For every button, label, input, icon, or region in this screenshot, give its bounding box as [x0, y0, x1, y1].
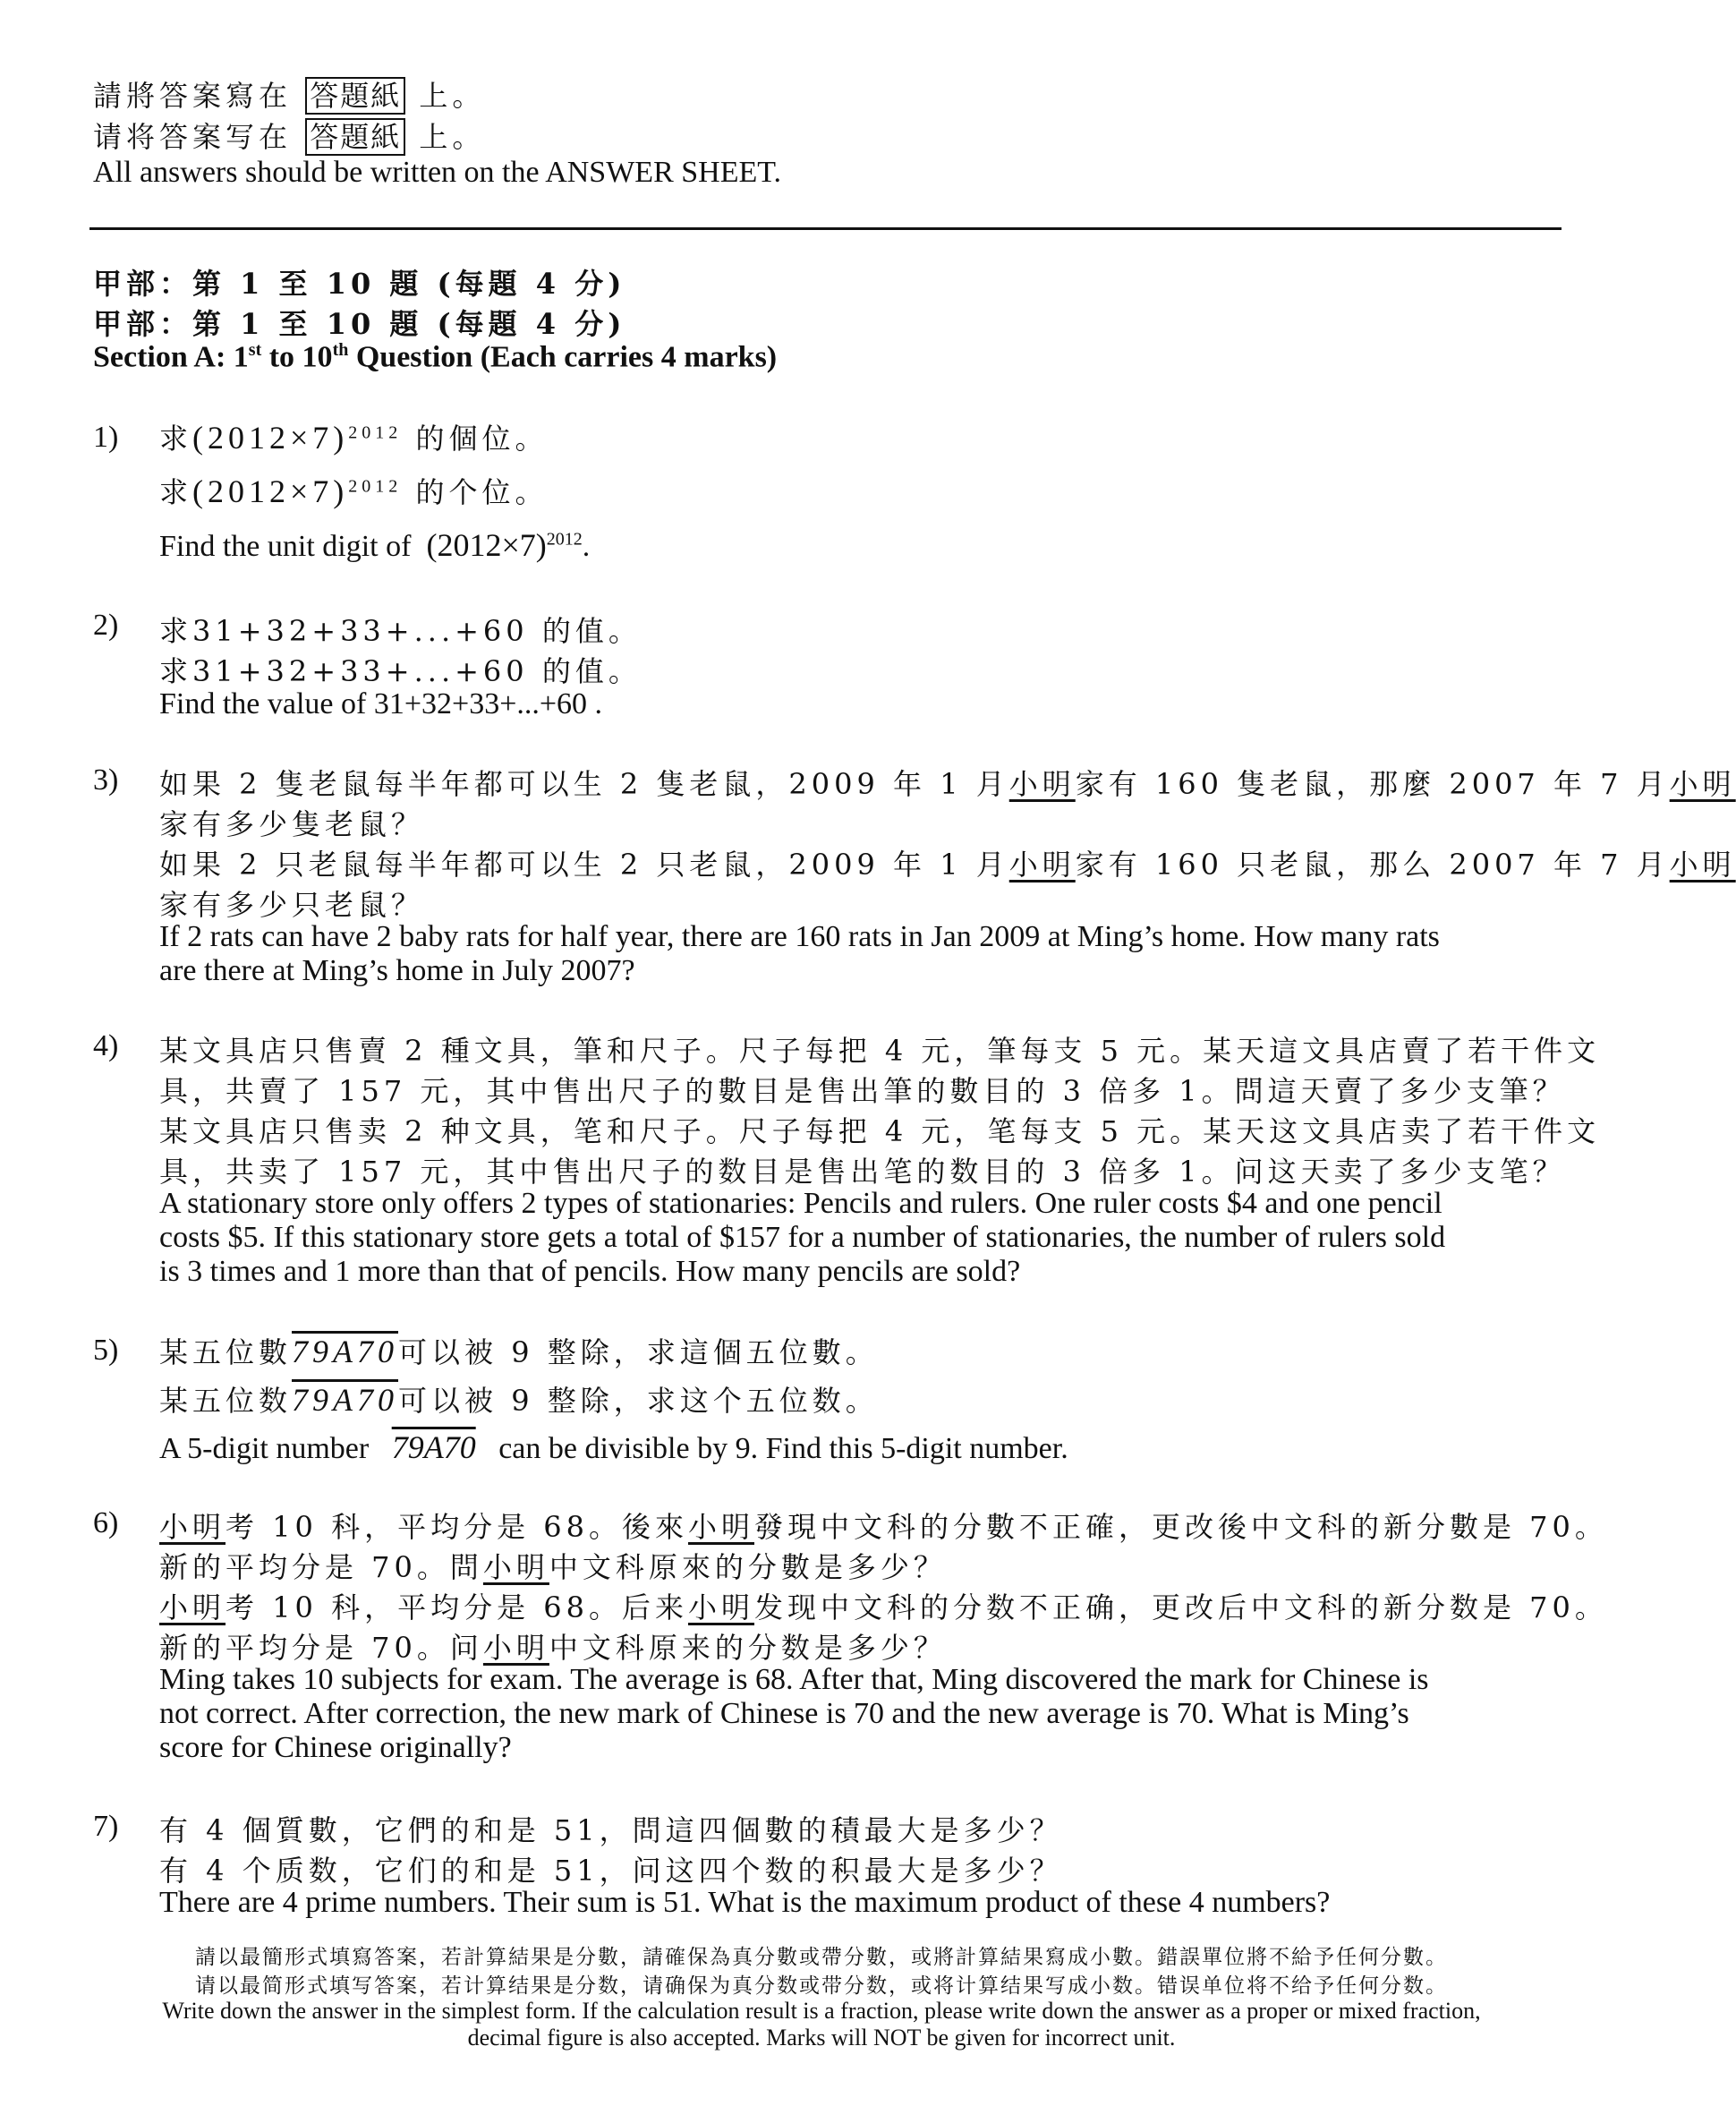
- question-2-english: Find the value of 31+32+33+...+60 .: [159, 687, 603, 720]
- question-4-simp-line1: 某文具店只售卖 2 种文具，笔和尺子。尺子每把 4 元，笔每支 5 元。某天这文具店卖了若干件文: [159, 1114, 1601, 1148]
- question-3-number: 3): [93, 763, 119, 797]
- question-7-simp: 有 4 个质数，它们的和是 51，问这四个数的积最大是多少？: [159, 1854, 1063, 1888]
- question-2-simp: 求31+32+33+...+60 的值。: [159, 654, 642, 688]
- question-4-number: 4): [93, 1029, 119, 1062]
- question-6-number: 6): [93, 1506, 119, 1539]
- question-4-english-line3: is 3 times and 1 more than that of pencils. How many pencils are sold?: [159, 1255, 1021, 1288]
- question-6-english-line3: score for Chinese originally?: [159, 1731, 512, 1764]
- question-4-trad-line1: 某文具店只售賣 2 種文具，筆和尺子。尺子每把 4 元，筆每支 5 元。某天這文具店賣了若干件文: [159, 1034, 1601, 1068]
- question-3-trad-line1: 如果 2 隻老鼠每半年都可以生 2 隻老鼠，2009 年 1 月小明家有 160 隻老鼠，那麼 2007 年 7 月小明: [159, 767, 1736, 801]
- question-6-simp-line1: 小明考 10 科，平均分是 68。后来小明发现中文科的分数不正确，更改后中文科的新分数是 70。: [159, 1590, 1608, 1624]
- question-1-simp: 求$(2012\times 7)^{2012}$ 的个位。: [159, 473, 549, 509]
- question-7-trad: 有 4 個質數，它們的和是 51，問這四個數的積最大是多少？: [159, 1813, 1063, 1847]
- header-divider: [89, 227, 1562, 230]
- footer-note-trad: 請以最簡形式填寫答案，若計算結果是分數，請確保為真分數或帶分數，或將計算結果寫成小數。錯誤單位將不給予任何分數。: [195, 1946, 1448, 1969]
- question-1-number: 1): [93, 421, 119, 454]
- instruction-english: All answers should be written on the ANSWER SHEET.: [93, 156, 782, 189]
- question-6-simp-line2: 新的平均分是 70。问小明中文科原来的分数是多少？: [159, 1631, 947, 1665]
- question-6-english-line1: Ming takes 10 subjects for exam. The average is 68. After that, Ming discovered the mark for Chinese is: [159, 1663, 1429, 1696]
- question-4-trad-line2: 具，共賣了 157 元，其中售出尺子的數目是售出筆的數目的 3 倍多 1。問這天賣了多少支筆？: [159, 1074, 1566, 1108]
- instruction-simp-text: 请将答案写在: [93, 120, 293, 154]
- section-title-trad: 甲部：第 1 至 10 題 (每題 4 分): [93, 267, 626, 301]
- question-5-number: 5): [93, 1334, 119, 1367]
- question-5-simp: 某五位数79A70可以被 9 整除，求这个五位数。: [159, 1382, 879, 1418]
- section-title-english: Section A: 1st to 10th Question (Each carries 4 marks): [93, 340, 778, 374]
- question-2-trad: 求31+32+33+...+60 的值。: [159, 614, 642, 648]
- footer-note-english-line2: decimal figure is also accepted. Marks will NOT be given for incorrect unit.: [467, 2025, 1176, 2051]
- question-6-english-line2: not correct. After correction, the new mark of Chinese is 70 and the new average is 70. What is Ming’s: [159, 1697, 1409, 1730]
- instruction-trad-text: 請將答案寫在: [93, 79, 293, 113]
- question-5-english: A 5-digit number 79A70 can be divisible by 9. Find this 5-digit number.: [159, 1429, 1068, 1465]
- question-3-english-line1: If 2 rats can have 2 baby rats for half year, there are 160 rats in Jan 2009 at Ming’s home. How many rats: [159, 920, 1440, 953]
- instruction-trad: [93, 73, 485, 115]
- question-4-simp-line2: 具，共卖了 157 元，其中售出尺子的数目是售出笔的数目的 3 倍多 1。问这天卖了多少支笔？: [159, 1155, 1566, 1189]
- instruction-simp: [93, 115, 485, 156]
- answer-sheet-box-simp: 答題紙: [305, 118, 405, 156]
- question-6-trad-line1: 小明考 10 科，平均分是 68。後來小明發現中文科的分數不正確，更改後中文科的新分數是 70。: [159, 1510, 1608, 1544]
- question-5-trad: 某五位數79A70可以被 9 整除，求這個五位數。: [159, 1334, 879, 1369]
- question-7-number: 7): [93, 1810, 119, 1843]
- question-4-english-line1: A stationary store only offers 2 types of stationaries: Pencils and rulers. One ruler costs $4 and one pencil: [159, 1187, 1442, 1220]
- question-1-trad: 求$(2012\times 7)^{2012}$ 的個位。: [159, 420, 549, 456]
- question-4-english-line2: costs $5. If this stationary store gets a total of $157 for a number of stationaries, the number of rulers sold: [159, 1221, 1446, 1254]
- instruction-simp-suffix: 上。: [419, 120, 486, 154]
- question-1-english: Find the unit digit of $(2012\times 7)^{2012}$.: [159, 527, 591, 563]
- instruction-trad-suffix: 上。: [419, 79, 486, 113]
- footer-note-simp: 请以最简形式填写答案，若计算结果是分数，请确保为真分数或带分数，或将计算结果写成小数。错误单位将不给予任何分数。: [195, 1974, 1448, 1998]
- section-title-simp: 甲部：第 1 至 10 題 (每題 4 分): [93, 307, 626, 341]
- question-3-simp-line2: 家有多少只老鼠？: [159, 888, 425, 922]
- question-3-simp-line1: 如果 2 只老鼠每半年都可以生 2 只老鼠，2009 年 1 月小明家有 160 只老鼠，那么 2007 年 7 月小明: [159, 848, 1736, 882]
- question-6-trad-line2: 新的平均分是 70。問小明中文科原來的分數是多少？: [159, 1550, 947, 1584]
- footer-note-english-line1: Write down the answer in the simplest form. If the calculation result is a fraction, please write down the answer as a proper or mixed fraction,: [162, 1998, 1481, 2024]
- question-7-english: There are 4 prime numbers. Their sum is 51. What is the maximum product of these 4 numbers?: [159, 1886, 1331, 1919]
- question-3-trad-line2: 家有多少隻老鼠？: [159, 807, 425, 841]
- answer-sheet-box-trad: 答題紙: [305, 77, 405, 115]
- question-3-english-line2: are there at Ming’s home in July 2007?: [159, 954, 635, 987]
- question-2-number: 2): [93, 609, 119, 642]
